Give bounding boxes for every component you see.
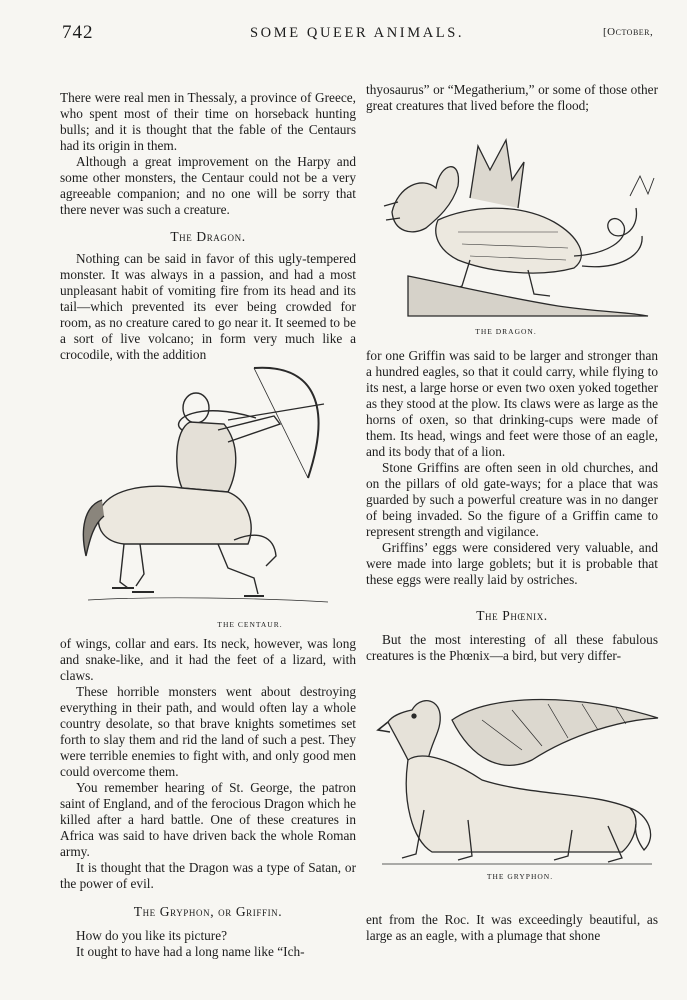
paragraph: How do you like its picture? bbox=[76, 928, 228, 943]
paragraph: It is thought that the Dragon was a type of Satan, or the power of evil. bbox=[60, 860, 356, 891]
right-column-bottom bbox=[366, 912, 658, 944]
centaur-illustration bbox=[78, 360, 340, 610]
left-column-top bbox=[60, 90, 356, 363]
section-heading-phoenix: The Phœnix. bbox=[476, 608, 548, 623]
paragraph: thyosaurus” or “Megatherium,” or some of those other great creatures that lived before the flood; bbox=[366, 82, 658, 113]
running-header bbox=[0, 22, 687, 46]
dragon-caption: THE DRAGON. bbox=[475, 327, 537, 336]
paragraph: of wings, collar and ears. Its neck, however, was long and snake-like, and it had the feet of a lizard, with claws. bbox=[60, 636, 356, 683]
right-column-top bbox=[366, 82, 658, 114]
section-heading-dragon: The Dragon. bbox=[170, 229, 246, 244]
paragraph: for one Griffin was said to be larger and stronger than a hundred eagles, so that it could carry, while flying to its nest, a large horse or even two oxen yoked together as they stood at the plow. Its claws were as large as the horns of oxen, so that drinking-cups were made of them. Its head, wings and feet were those of an eagle, and its body that of a lion. bbox=[366, 348, 658, 459]
paragraph: Nothing can be said in favor of this ugly-tempered monster. It was always in a passion, and had a most unpleasant habit of vomiting fire from its head and its tail—which prevented its ever being crowded for room, as no creature cared to go near it. It seemed to be a sort of live volcano; in form very much like a crocodile, with the addition bbox=[60, 251, 356, 362]
paragraph: Although a great improvement on the Harpy and some other monsters, the Centaur could not be a very agreeable companion; and no one will be sorry that there never was such a creature. bbox=[60, 154, 356, 217]
dragon-illustration bbox=[378, 136, 658, 322]
paragraph: There were real men in Thessaly, a province of Greece, who spent most of their time on horseback hunting bulls; and it is thought that the fable of the Centaurs had its origin in them. bbox=[60, 90, 356, 153]
page-number: 742 bbox=[62, 22, 94, 43]
gryphon-illustration bbox=[372, 690, 662, 870]
section-heading-gryphon: The Gryphon, or Griffin. bbox=[133, 904, 283, 919]
paragraph: It ought to have had a long name like “Ich- bbox=[76, 944, 305, 959]
paragraph: ent from the Roc. It was exceedingly beautiful, as large as an eagle, with a plumage that shone bbox=[366, 912, 658, 943]
centaur-caption: THE CENTAUR. bbox=[217, 620, 283, 629]
paragraph: But the most interesting of all these fabulous creatures is the Phœnix—a bird, but very differ- bbox=[366, 632, 658, 663]
left-column-bottom bbox=[60, 636, 356, 960]
running-title: SOME QUEER ANIMALS. bbox=[250, 25, 465, 41]
paragraph: You remember hearing of St. George, the patron saint of England, and of the ferocious Dragon which he killed after a hard battle. One of these creatures in Africa was said to have driven back the whole Roman army. bbox=[60, 780, 356, 859]
gryphon-caption: THE GRYPHON. bbox=[486, 872, 554, 881]
paragraph: These horrible monsters went about destroying everything in their path, and would often lay a whole country desolate, so that brave knights sometimes set forth to slay them and rid the land of such a pest. They were terrible enemies to fight with, and only good men could overcome them. bbox=[60, 684, 356, 779]
paragraph: Stone Griffins are often seen in old churches, and on the pillars of old gate-ways; for a place that was guarded by such a powerful creature was in no danger of being invaded. So the figure of a Griffin came to represent strength and vigilance. bbox=[366, 460, 658, 539]
paragraph: Griffins’ eggs were considered very valuable, and were made into large goblets; but it is probable that these eggs were really laid by ostriches. bbox=[366, 540, 658, 587]
right-column-middle bbox=[366, 348, 658, 664]
running-month: [October, bbox=[603, 26, 654, 38]
